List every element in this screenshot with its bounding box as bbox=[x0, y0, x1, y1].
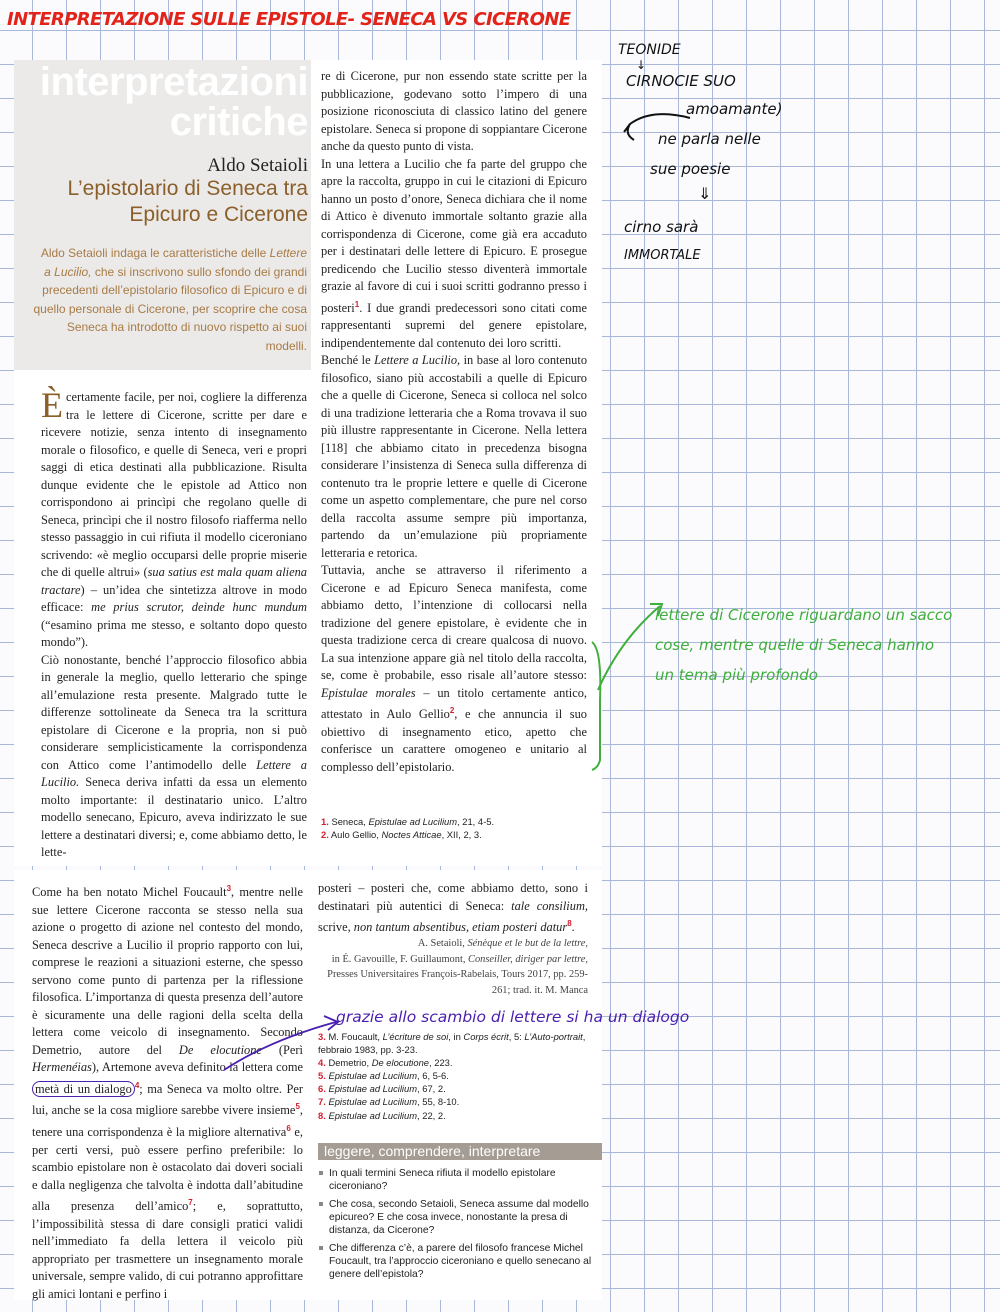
paragraph-text: in base al loro contenuto filosofico, siano più accostabili a quelle di Epicuro che a quelle di Cicerone, Seneca si colloca nel solco di una tradizione letteraria che a Roma trovava il suo più illustre rappresentante in Cicerone. Nella lettera [118] che abbiamo citato in precedenza bisogna considerare l’insistenza di Seneca sulla differenza di contenuto tra le proprie lettere e quelle di Cicerone come un aspetto complementare, che pure nel corso della raccolta assume sempre più importanza, partendo da un’emulazione più propriamente letteraria e retorica. bbox=[321, 353, 588, 560]
paragraph-text: re di Cicerone, pur non essendo state scritte per la pubblicazione, godevano sotto l’impero di una posizione riconosciuta di classico latino del genere epistolare. Seneca si propone di soppiantare Cicerone anche da questo punto di vista. bbox=[321, 69, 587, 153]
note-teonide: TEONIDE bbox=[618, 42, 681, 58]
note-double-arrow: ⇓ bbox=[698, 184, 712, 203]
green-bracket bbox=[592, 642, 600, 770]
purple-arrow bbox=[224, 1016, 338, 1070]
italic-quote: sua satius est mala quam aliena tractare bbox=[41, 565, 308, 597]
italic-quote: me prius scrutor, deinde hunc mundum bbox=[91, 600, 307, 614]
italic-title: Lettere a Lucilio, bbox=[374, 353, 461, 368]
green-note-line: lettere di Cicerone riguardano un sacco bbox=[655, 606, 953, 624]
footnote-ref: 2 bbox=[449, 706, 455, 716]
column-3-text: Come ha ben notato Michel Foucault$^3$, mentre nelle sue lettere Cicerone racconta se stesso nella sua azione o progetto di azione nel contesto del mondo, Seneca descrive a Lucilio il proprio rapporto con lui, comprese le reazioni a situazioni esterne, che spesso servono come punto di partenza per la riflessione filosofica. L’importanza di questa presenza dell’autore è sicuramente una delle ragioni della scelta della lettera come veicolo di insegnamento. Secondo Demetrio, autore del De elocutione (Perì Hermenéias), Artemone aveva definito la lettera come metà di un dialogo $^4$; ma Seneca va molto oltre. Per lui, anche se la cosa migliore sarebbe vivere insieme$^5$, tenere una corrispondenza è la migliore alternativa$^6$ e, per certi versi, può essere perfino preferibile: lo scambio epistolare non è ostacolato dai doveri sociali e dalla negligenza che talvolta è indotta dall’abitudine alla presenza dell’amico$^7$; e, soprattutto, l’impossibilità stessa di dare consigli pratici validi nell’immediato fa della lettera il veicolo più appropriato per trasmettere un insegnamento morale universale, sempre valido, di cui potranno approfittare gli amici lontani e perfino i bbox=[32, 884, 303, 1301]
italic-title: Lettere a Lucilio. bbox=[41, 757, 307, 789]
paragraph-text: certamente facile, per noi, cogliere la differenza tra le lettere di Cicerone, scritte per dare e ricevere notizie, senza intento di insegnamento morale o filosofico, e quelle di Seneca, veri e propri saggi di etica destinati alla pubblicazione. Risulta dunque evidente che le epistole ad Attico non corrispondono ai princìpi che regolano quelle di Seneca, princìpi che il nostro filosofo riafferma nello stesso passaggio in cui rifiuta il modello ciceroniano scrivendo: «è meglio occuparsi delle proprie miserie che di quelle altrui» ( bbox=[41, 390, 307, 579]
paragraph-text: Seneca deriva infatti da essa un elemento molto importante: il destinatario unico. L’altro modello senecano, Epicuro, aveva indirizzato le sue lettere a destinatari diversi; e, come abbiamo detto, le lette- bbox=[41, 775, 307, 859]
footnote-ref: 1 bbox=[354, 299, 360, 309]
curved-arrow-left bbox=[624, 114, 690, 140]
note-immortale: IMMORTALE bbox=[624, 248, 701, 263]
note-ne-parla: ne parla nelle bbox=[658, 130, 761, 148]
paragraph-text: – un titolo certamente antico, attestato in Aulo Gellio bbox=[321, 685, 587, 722]
green-note-line: cose, mentre quelle di Seneca hanno bbox=[655, 636, 935, 654]
abstract-italic: Lettere a Lucilio, bbox=[44, 246, 307, 279]
footnote-ref: 3 bbox=[226, 884, 232, 893]
footnote: 7. Epistulae ad Lucilium, 55, 8-10. bbox=[318, 1096, 460, 1108]
footnote-ref: 5 bbox=[295, 1102, 300, 1112]
citation: A. Setaioli, Sénèque et le but de la lettre, in É. Gavouille, F. Guillaumont, Conseiller, diriger par lettre, Presses Universitaires François-Rabelais, Tours 2017, pp. 259-261; trad. it. M. Manca bbox=[327, 938, 588, 996]
paragraph-text: . I due grandi predecessori sono citati come rappresentanti supremi del genere epistolare, indipendentemente dal contenuto dei loro scritti. bbox=[321, 300, 587, 350]
column-4-text: posteri – posteri che, come abbiamo detto, sono i destinatari più autentici di Seneca: tale consilium, scrive, non tantum absentibus, etiam posteri datur$^8$. bbox=[318, 881, 588, 935]
footnote: 1. Seneca, Epistulae ad Lucilium, 21, 4-5. bbox=[321, 816, 495, 827]
footnote-ref: 8 bbox=[567, 919, 572, 928]
question-item: In quali termini Seneca rifiuta il modello epistolare ciceroniano? bbox=[318, 1167, 602, 1193]
drop-cap: È bbox=[41, 385, 63, 425]
abstract-text: Aldo Setaioli indaga le caratteristiche delle bbox=[40, 246, 270, 260]
question-item: Che cosa, secondo Setaioli, Seneca assume dal modello epicureo? E che cosa invece, nonostante la presa di distanza, da Cicerone? bbox=[318, 1198, 602, 1237]
heading-line-2: critiche bbox=[169, 100, 308, 144]
footnote-ref: 6 bbox=[286, 1123, 291, 1133]
green-note-line: un tema più profondo bbox=[655, 666, 818, 684]
paragraph-text: ) – un’idea che sintetizza altrove in modo efficace: bbox=[41, 582, 307, 614]
question-item: Che differenza c’è, a parere del filosofo francese Michel Foucault, tra l’approccio ciceroniano e quello senecano al genere dell’epistola? bbox=[318, 1242, 602, 1281]
title-line-2: Epicuro e Cicerone bbox=[129, 203, 308, 226]
heading-line-1: interpretazioni bbox=[39, 60, 308, 104]
green-arrow bbox=[598, 604, 662, 690]
footnote: 6. Epistulae ad Lucilium, 67, 2. bbox=[318, 1083, 446, 1095]
questions-heading: leggere, comprendere, interpretare bbox=[318, 1143, 602, 1160]
footnote: 5. Epistulae ad Lucilium, 6, 5-6. bbox=[318, 1070, 449, 1082]
paragraph-text: In una lettera a Lucilio che fa parte del gruppo che apre la raccolta, gruppo in cui le citazioni di Epicuro hanno un posto d’onore, Seneca dichiara che il nome di Attico è divenuto immortale soltanto grazie alla corrispondenza di Cicerone, come già era accaduto per i destinatari delle lettere di Epicuro. E prosegue predicendo che Lucilio stesso diventerà immortale grazie al favore di cui i suoi scritti godranno presso i posteri bbox=[321, 156, 587, 315]
note-sue-poesie: sue poesie bbox=[650, 160, 731, 178]
note-cirnocie: CIRNOCIE SUO bbox=[626, 72, 736, 90]
article-author: Aldo Setaioli bbox=[207, 155, 308, 176]
paragraph-text: (“esamino prima me stesso, e soltanto dopo questo mondo”). bbox=[41, 617, 307, 649]
italic-title: Epistulae morales bbox=[321, 685, 416, 700]
handwritten-title: INTERPRETAZIONE SULLE EPISTOLE- SENECA VS CICERONE bbox=[7, 9, 571, 30]
purple-note: grazie allo scambio di lettere si ha un dialogo bbox=[336, 1008, 690, 1026]
note-amante: amoamante) bbox=[686, 100, 783, 118]
title-line-1: L’epistolario di Seneca tra bbox=[67, 177, 308, 200]
paragraph-text: Ciò nonostante, benché l’approccio filosofico abbia in generale la meglio, quello letterario che spinge all’emulazione resta presente. Malgrado tutte le differenze sottolineate da Seneca tra la scrittura epistolare di Cicerone e la propria, non si può considerare semplicisticamente la corrispondenza con Attico come l’antimodello delle bbox=[41, 652, 307, 772]
note-arrow-down: ↓ bbox=[636, 58, 647, 72]
footnote: 2. Aulo Gellio, Noctes Atticae, XII, 2, 3. bbox=[321, 829, 482, 841]
abstract-text-2: che si inscrivono sullo sfondo dei grandi precedenti dell’epistolario filosofico di Epicuro e di quello personale di Cicerone, per scoprire che cosa Seneca ha introdotto di nuovo rispetto ai suoi modelli. bbox=[33, 264, 307, 353]
footnote: 8. Epistulae ad Lucilium, 22, 2. bbox=[318, 1109, 446, 1121]
circled-phrase: metà di un dialogo bbox=[32, 1081, 135, 1097]
footnote-ref: 4 bbox=[134, 1080, 140, 1090]
footnote: 3. M. Foucault, L’écriture de soi, in Corps écrit, 5: L’Auto-portrait, febbraio 1983, pp. 3-23. bbox=[318, 1031, 586, 1056]
paragraph-text: Tuttavia, anche se attraverso il riferimento a Cicerone e ad Epicuro Seneca manifesta, come abbiamo detto, l’intenzione di collocarsi nella tradizione del genere epistolare, è evidente che in questa tradizione cerca di creare qualcosa di nuovo. La sua intenzione appare già nel titolo della raccolta, se, come è probabile, esso risale all’autore stesso: bbox=[321, 563, 587, 683]
paragraph-text: , e che annuncia il suo obiettivo di insegnamento etico, apetto che conferisce un carattere omogeneo e unitario al complesso dell’epistolario. bbox=[321, 707, 587, 774]
note-cirno-sara: cirno sarà bbox=[624, 218, 699, 236]
footnote: 4. Demetrio, De elocutione, 223. bbox=[318, 1057, 453, 1069]
footnote-ref: 7 bbox=[188, 1198, 193, 1207]
paragraph-text: Benché le bbox=[321, 353, 375, 368]
